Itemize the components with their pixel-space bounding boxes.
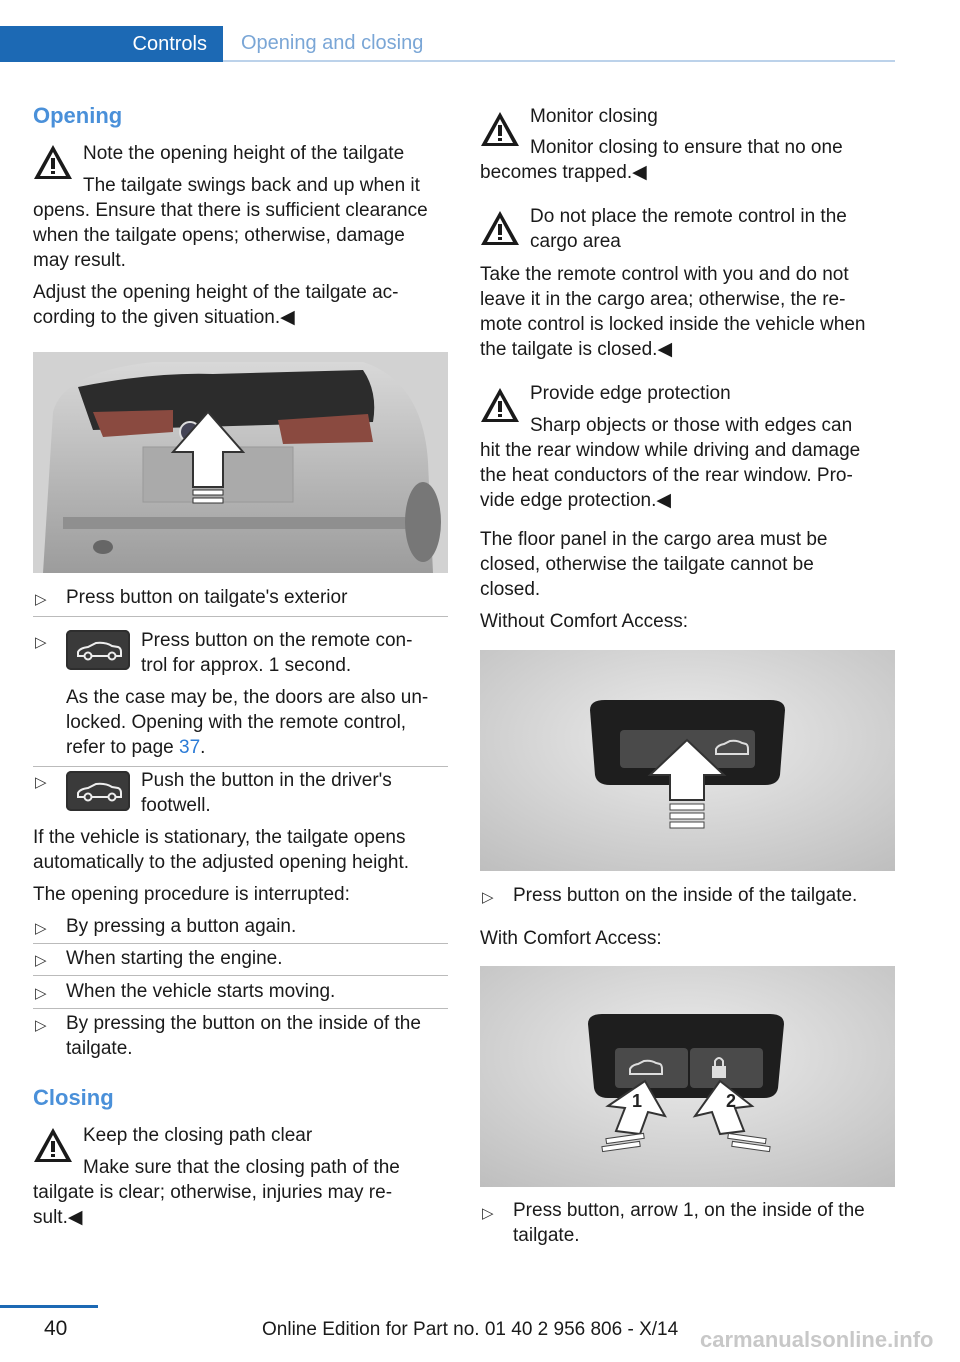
header-tab-section: Opening and closing bbox=[223, 26, 895, 62]
list-item: footwell. bbox=[141, 795, 211, 816]
warning-text: vide edge protection.◀ bbox=[480, 490, 672, 511]
footer-accent-line bbox=[0, 1305, 98, 1308]
warning-text: mote control is locked inside the vehicle when bbox=[480, 314, 866, 335]
warning-text: The tailgate swings back and up when it bbox=[83, 175, 420, 196]
warning-title: Do not place the remote control in the bbox=[530, 206, 847, 227]
triangle-bullet-icon: ▷ bbox=[35, 774, 47, 791]
warning-text: may result. bbox=[33, 250, 126, 271]
warning-icon bbox=[32, 1126, 74, 1164]
warning-text: the heat conductors of the rear window. Pro- bbox=[480, 465, 853, 486]
warning-icon bbox=[479, 209, 521, 247]
list-item: By pressing the button on the inside of the bbox=[66, 1013, 421, 1034]
warning-text: the tailgate is closed.◀ bbox=[480, 339, 673, 360]
list-item-text bbox=[66, 735, 205, 760]
paragraph: The opening procedure is interrupted: bbox=[33, 884, 350, 905]
closing-heading: Closing bbox=[33, 1085, 114, 1110]
paragraph: With Comfort Access: bbox=[480, 928, 662, 949]
warning-text: Take the remote control with you and do not bbox=[480, 264, 849, 285]
arrow-2-label: 2 bbox=[726, 1091, 737, 1111]
car-rear-image bbox=[33, 352, 448, 573]
header-tab-controls: Controls bbox=[0, 26, 223, 62]
opening-heading: Opening bbox=[33, 103, 123, 128]
comfort-access-button-image bbox=[480, 966, 895, 1187]
warning-text: leave it in the cargo area; otherwise, the re- bbox=[480, 289, 846, 310]
paragraph: cording to the given situation.◀ bbox=[33, 307, 295, 328]
triangle-bullet-icon: ▷ bbox=[35, 952, 47, 969]
list-item: tailgate. bbox=[513, 1225, 580, 1246]
list-item: Press button, arrow 1, on the inside of the bbox=[513, 1200, 865, 1221]
list-item-text: locked. Opening with the remote control, bbox=[66, 712, 407, 733]
page-number: 40 bbox=[44, 1317, 68, 1340]
divider bbox=[33, 1008, 448, 1009]
warning-text: becomes trapped.◀ bbox=[480, 162, 647, 183]
triangle-bullet-icon: ▷ bbox=[35, 1017, 47, 1034]
warning-title: Provide edge protection bbox=[530, 383, 731, 404]
text: . bbox=[200, 737, 206, 758]
warning-icon bbox=[479, 386, 521, 424]
warning-text: hit the rear window while driving and damage bbox=[480, 440, 861, 461]
warning-text: Monitor closing to ensure that no one bbox=[530, 137, 843, 158]
divider bbox=[33, 616, 448, 617]
divider bbox=[33, 975, 448, 976]
divider bbox=[33, 766, 448, 767]
list-item: Push the button in the driver's bbox=[141, 770, 392, 791]
warning-title: Keep the closing path clear bbox=[83, 1125, 313, 1146]
paragraph: Without Comfort Access: bbox=[480, 611, 689, 632]
warning-title: cargo area bbox=[530, 231, 621, 252]
triangle-bullet-icon: ▷ bbox=[35, 920, 47, 937]
paragraph: Adjust the opening height of the tailgate ac- bbox=[33, 282, 399, 303]
warning-text: Make sure that the closing path of the bbox=[83, 1157, 400, 1178]
triangle-bullet-icon: ▷ bbox=[35, 591, 47, 608]
warning-title: Monitor closing bbox=[530, 106, 658, 127]
edition-text: Online Edition for Part no. 01 40 2 956 806 - X/14 bbox=[262, 1319, 679, 1340]
arrow-1-label: 1 bbox=[632, 1091, 643, 1111]
triangle-bullet-icon: ▷ bbox=[482, 1205, 494, 1222]
triangle-bullet-icon: ▷ bbox=[35, 985, 47, 1002]
list-item: trol for approx. 1 second. bbox=[141, 655, 352, 676]
list-item: By pressing a button again. bbox=[66, 916, 297, 937]
warning-title: Note the opening height of the tailgate bbox=[83, 143, 405, 164]
warning-text: opens. Ensure that there is sufficient clearance bbox=[33, 200, 428, 221]
list-item: Press button on the remote con- bbox=[141, 630, 413, 651]
triangle-bullet-icon: ▷ bbox=[482, 889, 494, 906]
paragraph: closed, otherwise the tailgate cannot be bbox=[480, 554, 814, 575]
warning-text: sult.◀ bbox=[33, 1207, 83, 1228]
warning-text: Sharp objects or those with edges can bbox=[530, 415, 853, 436]
list-item: When starting the engine. bbox=[66, 948, 283, 969]
page-link[interactable]: 37 bbox=[179, 737, 201, 758]
watermark-text: carmanualsonline.info bbox=[700, 1327, 934, 1352]
warning-icon bbox=[479, 110, 521, 148]
divider bbox=[33, 943, 448, 944]
text: refer to page bbox=[66, 737, 180, 758]
paragraph: closed. bbox=[480, 579, 541, 600]
car-tailgate-icon bbox=[66, 630, 130, 670]
inside-button-image bbox=[480, 650, 895, 871]
warning-icon bbox=[32, 143, 74, 181]
list-item-text: As the case may be, the doors are also un- bbox=[66, 687, 429, 708]
list-item: When the vehicle starts moving. bbox=[66, 981, 336, 1002]
triangle-bullet-icon: ▷ bbox=[35, 634, 47, 651]
list-item: Press button on tailgate's exterior bbox=[66, 587, 348, 608]
paragraph: If the vehicle is stationary, the tailgate opens bbox=[33, 827, 406, 848]
warning-text: when the tailgate opens; otherwise, damage bbox=[33, 225, 405, 246]
car-tailgate-icon bbox=[66, 771, 130, 811]
warning-text: tailgate is clear; otherwise, injuries may re- bbox=[33, 1182, 393, 1203]
list-item: Press button on the inside of the tailgate. bbox=[513, 885, 858, 906]
list-item: tailgate. bbox=[66, 1038, 133, 1059]
paragraph: The floor panel in the cargo area must be bbox=[480, 529, 828, 550]
paragraph: automatically to the adjusted opening height. bbox=[33, 852, 410, 873]
